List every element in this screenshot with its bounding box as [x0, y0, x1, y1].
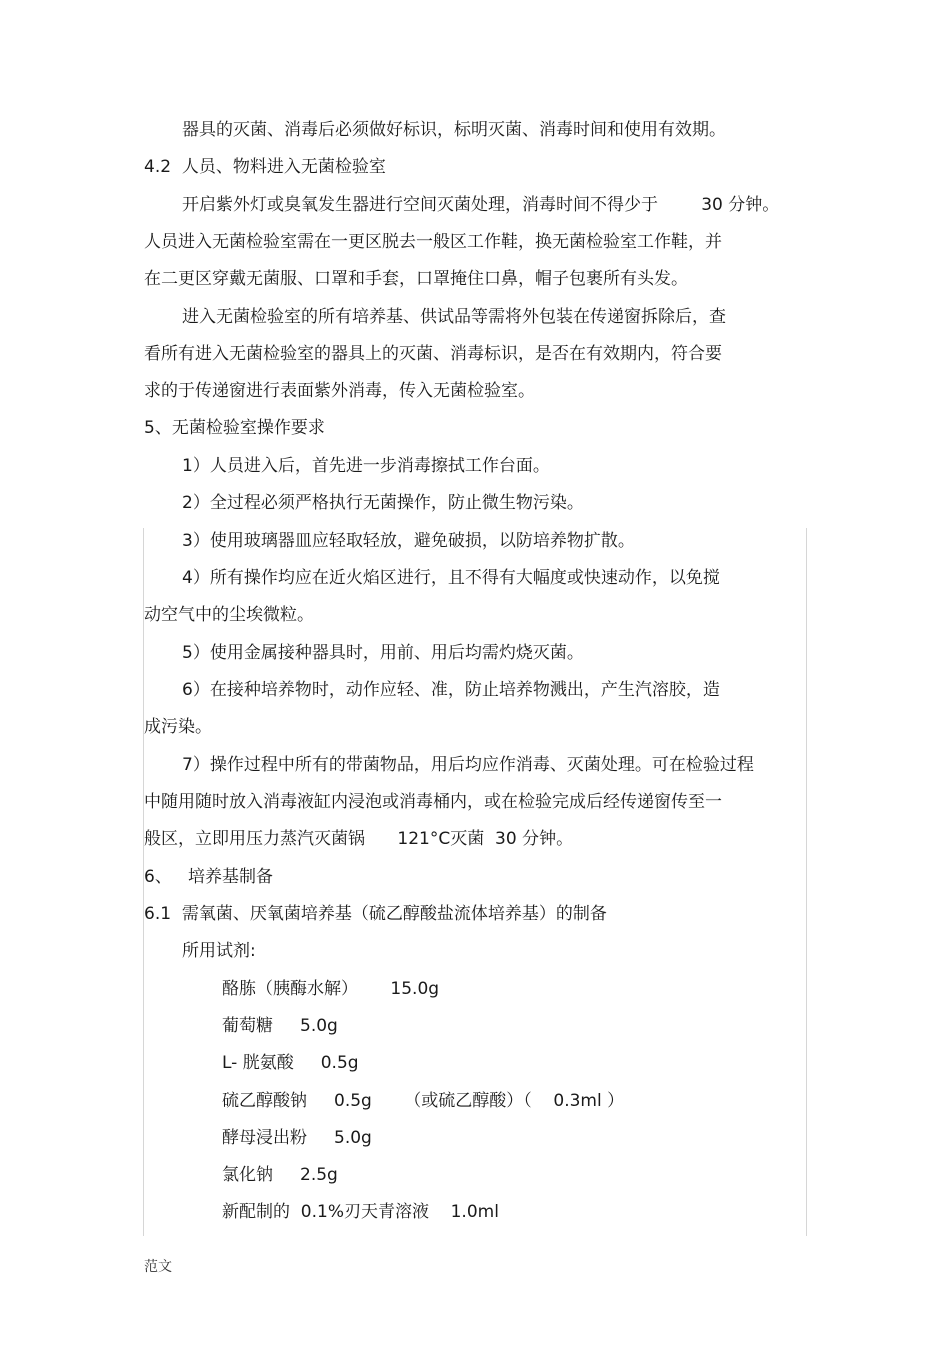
text-line: 进入无菌检验室的所有培养基、供试品等需将外包装在传递窗拆除后，查	[182, 307, 726, 327]
section-heading: 5、无菌检验室操作要求	[144, 418, 325, 438]
reagent-item: 新配制的 0.1%刃天青溶液 1.0ml	[222, 1202, 499, 1222]
right-margin-rule	[806, 528, 807, 1236]
text-line: 器具的灭菌、消毒后必须做好标识，标明灭菌、消毒时间和使用有效期。	[182, 120, 726, 140]
list-item-continuation: 般区，立即用压力蒸汽灭菌锅 121°C灭菌 30 分钟。	[144, 829, 574, 849]
reagent-item: 酪胨（胰酶水解） 15.0g	[222, 979, 440, 999]
list-item: 5）使用金属接种器具时，用前、用后均需灼烧灭菌。	[182, 643, 584, 663]
section-heading: 6、 培养基制备	[144, 867, 274, 887]
reagent-label: 所用试剂:	[182, 941, 256, 961]
text-line: 开启紫外灯或臭氧发生器进行空间灭菌处理，消毒时间不得少于 30 分钟。	[182, 195, 780, 215]
list-item-continuation: 成污染。	[144, 717, 212, 737]
list-item-continuation: 中随用随时放入消毒液缸内浸泡或消毒桶内，或在检验完成后经传递窗传至一	[144, 792, 722, 812]
list-item: 7）操作过程中所有的带菌物品，用后均应作消毒、灭菌处理。可在检验过程	[182, 755, 754, 775]
text-line: 人员进入无菌检验室需在一更区脱去一般区工作鞋，换无菌检验室工作鞋，并	[144, 232, 722, 252]
section-heading: 6.1 需氧菌、厌氧菌培养基（硫乙醇酸盐流体培养基）的制备	[144, 904, 607, 924]
section-heading: 4.2 人员、物料进入无菌检验室	[144, 157, 386, 177]
text-line: 看所有进入无菌检验室的器具上的灭菌、消毒标识，是否在有效期内，符合要	[144, 344, 722, 364]
page-footer: 范文	[144, 1259, 172, 1275]
list-item: 2）全过程必须严格执行无菌操作，防止微生物污染。	[182, 493, 584, 513]
list-item: 4）所有操作均应在近火焰区进行，且不得有大幅度或快速动作，以免搅	[182, 568, 720, 588]
list-item-continuation: 动空气中的尘埃微粒。	[144, 605, 314, 625]
reagent-item: 酵母浸出粉 5.0g	[222, 1128, 372, 1148]
list-item: 3）使用玻璃器皿应轻取轻放，避免破损，以防培养物扩散。	[182, 531, 635, 551]
reagent-item: 硫乙醇酸钠 0.5g （或硫乙醇酸）（ 0.3ml ）	[222, 1091, 625, 1111]
reagent-item: 氯化钠 2.5g	[222, 1165, 338, 1185]
list-item: 1）人员进入后，首先进一步消毒擦拭工作台面。	[182, 456, 550, 476]
text-line: 求的于传递窗进行表面紫外消毒，传入无菌检验室。	[144, 381, 535, 401]
text-line: 在二更区穿戴无菌服、口罩和手套，口罩掩住口鼻，帽子包裹所有头发。	[144, 269, 688, 289]
reagent-item: 葡萄糖 5.0g	[222, 1016, 338, 1036]
list-item: 6）在接种培养物时，动作应轻、准，防止培养物溅出，产生汽溶胶，造	[182, 680, 720, 700]
reagent-item: L- 胱氨酸 0.5g	[222, 1053, 359, 1073]
